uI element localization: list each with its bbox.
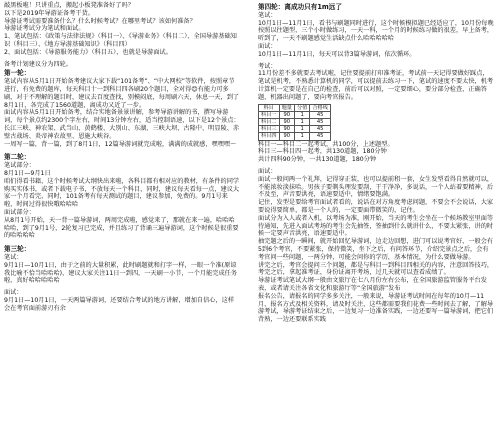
right-lower-paragraph: 记住，发型是要给考官面试者看的，说话在对方角度考虑问题，不要会不会说话，大家要说得要简单，都是一个人的，一定要面带微笑的，记住。: [258, 199, 494, 214]
right-lower-paragraph: 面试一般问两一个礼拜，记得穿正装，也可以提前租一套，女生发型看得自然就可以，不能浓妆淡抹哈。男孩子要剃头理发要刮，干干净净，多说话，一个人站着要精神，后不及至，声音要洪亮，语速要适中，情绪要饱满。: [258, 175, 494, 199]
table-cell: 45: [310, 111, 331, 118]
right-column: [258, 2, 494, 324]
table-cell: 90: [279, 126, 294, 133]
right-lower-paragraph: 抽完题之后的一瞬间，就开始回忆导游词，边走边回想，进门可以说考官好，一般会有5到6个考官，不要紧张，保持微笑，坐下之后，有问答环节，介绍完景点之后，会有考官问一些问题，一两分钟，可能会问你的学历，基本情况，为什么要做导游。: [258, 238, 494, 261]
table-cell: 1: [294, 118, 309, 125]
table-cell: 45: [310, 126, 331, 133]
left-paragraph: 导游证考试需要准备什么？什么时候考试？在哪里考试？该如何准备？: [4, 17, 196, 25]
left-paragraph: 咱们得看书籍，这个时候考试大纲快出来啦，各科目都有相对应的教材，有条件的同学购买实体书，或者下载电子书，不放每天一个科目，同时，建议每天看每一点，建议大家一个月看完，同时，101备考有每天测试的题目，建议参加，免费的。9月1号来啦，时间过得很快哦哈哈哈: [4, 177, 240, 209]
left-paragraph: 9月1日—10月1日，一天两篇导游词，还要结合考试的地方讲解，增加自信心，这样会在考官面前游刃有余: [4, 296, 235, 312]
table-body: [259, 111, 331, 140]
table-cell: 1: [294, 111, 309, 118]
left-paragraph: 笔试内容从5月1日开始备考建议大家下载“101备考”、“中大网校”等软件，按照章节进行，有免费的题库，每天科目十一到科目四各刷20个题目，全对得😊有能力可多刷，对于不理解的题目时，建议去百度查找，别模闷底，每周刷六天，休息一天，到了8月1日，各完成了1560道题，离成功又近了一步。: [4, 78, 240, 109]
table-cell: 科目三: [259, 126, 280, 133]
left-paragraph: 2、面试包括：《导游服务能力》（科目五），也就是导游面试。: [4, 48, 172, 56]
left-paragraph: 一周写一篇，背一篇，到了8月1日，12篇导游词就完成啦，满满的成就感，嘿嘿嘿～: [4, 140, 237, 148]
right-paragraphs-2: [258, 141, 494, 324]
right-paragraph: 10月1日—11月1日，看书与刷题同时进行，这个时候模拟题已经适应了，10月份每晚按照以往题型，三个小时做练习，一天一科，一个月的时候练习做的很差，早上备考，听到了，一天不刷题感觉生活缺点什么哈哈哈哈哈: [258, 19, 494, 43]
table-header-row: [259, 104, 331, 111]
table-cell: 1: [294, 126, 309, 133]
left-paragraph: 第三轮：: [4, 245, 31, 254]
right-paragraph: 11月份差不多就要去考试啦，记住要提前打印准考证，考试前一天记得要做好踩点，笔试是机考，不熟悉计算机的同学，可以提前去练习一下，笔试的速度不要太快，机考计算机一定要是在自己的检查，前后可以对照，一定要细心，要分部分检查，正确答题，机器出问题了，要向考官报告。: [258, 70, 494, 101]
left-paragraph: 笔试：: [4, 253, 23, 261]
left-paragraph: 笔试部分：: [4, 162, 35, 170]
right-lower-paragraph: 讲完之后，考官会提问三个问题，都是与科目一到科目四相关的内容，注意回答技巧，考完之后，拿起准考证，身份证离开考场，过几天就可以查看成绩了。: [258, 261, 494, 277]
table-row: [259, 126, 331, 133]
right-paragraph: 面试：: [258, 42, 277, 50]
table-cell: 90: [279, 111, 294, 118]
right-paragraphs-1: [258, 12, 494, 102]
left-paragraph: 备考计划建议分为四轮。: [4, 60, 73, 68]
section-heading-round-four: 第四轮：离成功只有1m远了: [258, 3, 342, 11]
table-cell: 45: [310, 118, 331, 125]
right-lower-paragraph: 导游证考试笔试大纲一般由文旅厅在七八月份左右公布，在全国旅游监管服务平台发表，或者请关注各省文化和旅游厅等“全国旅游”发布: [258, 277, 487, 292]
left-paragraph: 从8月1号开始，天一背一篇导游词，两周完成啦，感觉来了，那就在来一遍，哈哈哈哈哈，到了9月1号，2轮复习已完成，并且练习了背诵三遍导游词，这个时候是很重要的哈哈哈哈: [4, 216, 239, 240]
left-paragraph: 导游证考试分为笔试和面试。: [4, 25, 85, 33]
right-lower-paragraph: 共计四科90分钟，一共130道题，180分钟: [258, 156, 377, 164]
table-cell: 科目一: [259, 111, 280, 118]
right-paragraph: 笔试：: [258, 11, 277, 19]
left-column: [4, 2, 240, 312]
table-row: [259, 118, 331, 125]
left-paragraph: 1、笔试包括：《政策与法律法规》（科目一）、《导游业务》（科目二）、全国导游基础知识（科目三）、《地方导游基础知识》（科目四）: [4, 33, 237, 48]
table-cell: 90: [279, 118, 294, 125]
table-cell: 科目四: [259, 133, 280, 140]
table-cell: 科目二: [259, 118, 280, 125]
left-paragraph: 面试内容从5月1日开始备考，结合实地备景景讲解，参考导游讲解的书，撰写导游词，每个景点约2300个字左右，时间13分钟左右，适当控制语速，以下是12个景点：长江三峡、神农架、武当山、黄鹤楼、大别山、东湖、三峡大坝、古隆中、明显陵、赤壁古战场、炎帝神农故里、恩施大峡谷。: [4, 109, 240, 140]
right-lower-paragraph: 报名公告，请报名的同学多多关注，一般来说，导游证考试时间在每年的10月—11月，报名方式及相关资料，请及时关注，这些都需要我们花费一些时间去了解，了解导游考试，导游考证结束之后，一边复习一边准备实践，一边还要写一篇导游词，把它们背熟，一边还要联系实践: [258, 292, 494, 324]
table-row: [259, 133, 331, 140]
left-paragraph: 敲黑板啦！只讲重点，搬起小板凳准备好了吗？: [4, 2, 134, 9]
table-cell: 90: [279, 133, 294, 140]
right-paragraph: 10月1日—11月1日，每天可以背3篇导游词，依次循环。: [258, 50, 416, 58]
right-paragraph: 考试：: [258, 62, 277, 70]
right-lower-paragraph: 面试分为入人或者入机，以考场为准，刚开始，当天的考生会坐在一个候场教室里面等待通知，先进入面试考场的考生会先抽签，签抽到什么就讲什么，不要太紧张，讲的时候一定要声音洪亮，语速要适中。: [258, 214, 494, 238]
left-paragraph: 9月1日—10月1日，由于之前的大量积累，此时刷题就和打字一样，一眼一个准(原谅我比喻不恰当哈哈哈)，建议大家关注11日一到四，一天刷一小节，一个月能完成任务啦，真好哈哈哈哈哈: [4, 261, 238, 285]
table-header-cell: 科目: [259, 104, 280, 111]
exam-subject-table: [258, 104, 331, 141]
left-paragraph: 8月1日—9月1日: [4, 169, 51, 177]
left-paragraph: 第一轮：: [4, 69, 31, 78]
table-cell: 45: [310, 133, 331, 140]
left-paragraph: 面试部分：: [4, 208, 35, 216]
left-paragraph: [4, 148, 240, 152]
right-lower-paragraph: 科目一—科目二一起考试，共100分，上述题型。: [258, 140, 394, 148]
left-paragraph: [4, 240, 240, 244]
right-lower-paragraph: 面试：: [258, 167, 277, 175]
table-header-cell: 题量: [279, 104, 294, 111]
table-header-cell: 合格线: [310, 104, 331, 111]
table-row: [259, 111, 331, 118]
left-paragraph: 以下是2019年导游证备考干货。: [4, 9, 94, 17]
left-paragraph: 面试：: [4, 289, 23, 297]
right-lower-paragraph: 科目三—科目四一起考，共130道题，180分钟: [258, 148, 387, 156]
table-cell: 1: [294, 133, 309, 140]
left-paragraph: 第二轮：: [4, 153, 31, 162]
table-header-cell: 分值: [294, 104, 309, 111]
